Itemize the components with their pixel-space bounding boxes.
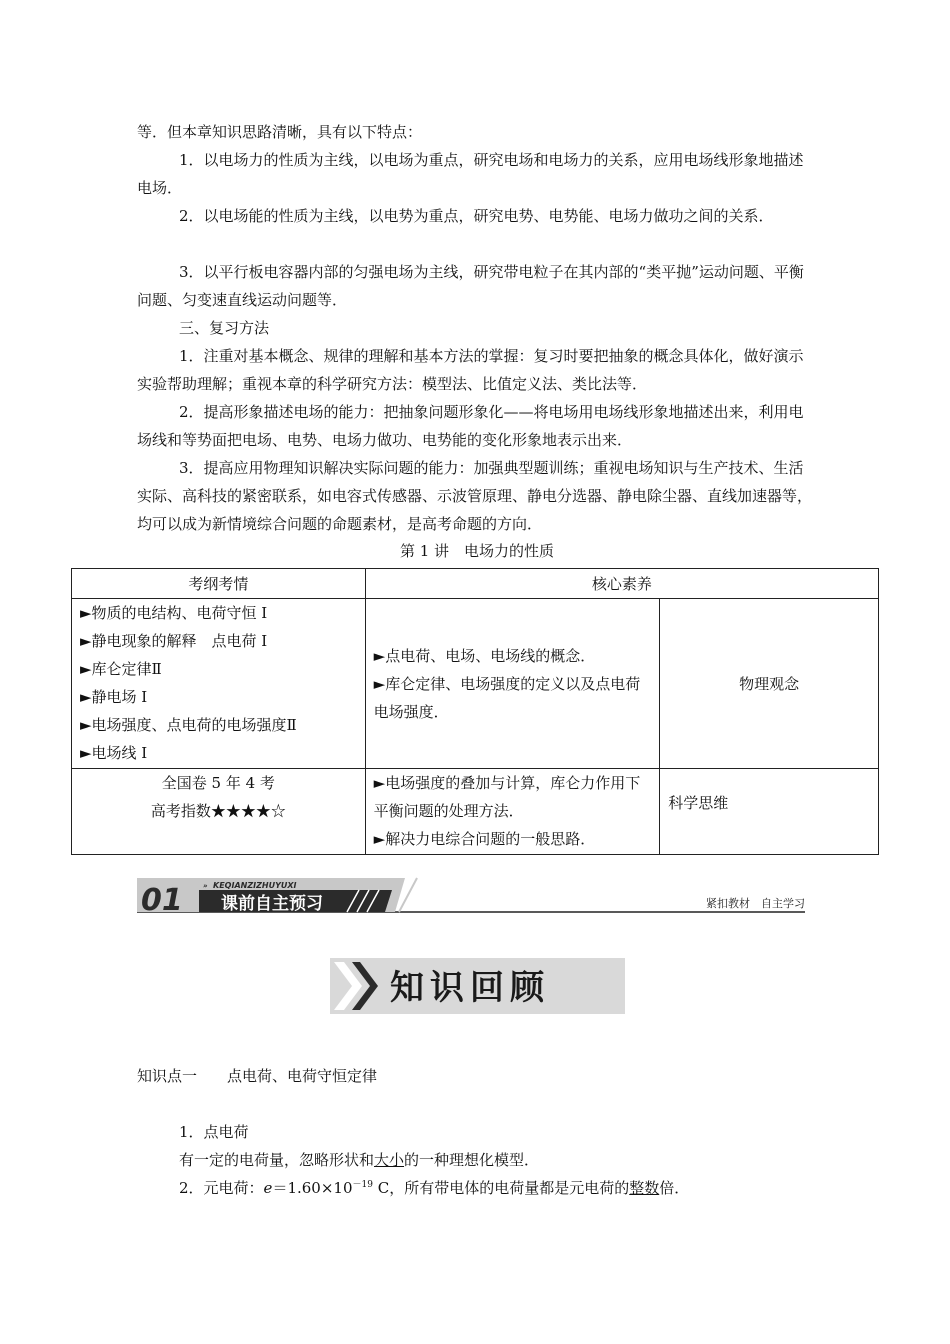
section-title: 知识回顾 [390,968,550,1008]
header-core-literacy: 核心素养 [365,569,878,599]
knowledge-review-heading [330,958,625,1014]
feature-item-1: 1．以电场力的性质为主线，以电场为重点，研究电场和电场力的关系，应用电场线形象地描述电场． [137,151,804,197]
header-syllabus: 考纲考情 [72,569,366,599]
text-span: 倍． [659,1179,690,1197]
syllabus-item: ►静电现象的解释 点电荷 Ⅰ [80,632,268,650]
symbol-e: e [263,1179,273,1197]
chevron-icon: » [203,882,208,890]
banner-number: 01 [141,883,183,914]
concept-item: ►库仑定律、电场强度的定义以及点电荷电场强度． [373,674,641,721]
thinking-cell [365,769,660,855]
syllabus-table [71,568,879,855]
method-item-2: 2．提高形象描述电场的能力：把抽象问题形象化——将电场用电场线形象地描述出来，利用电场线和等势面把电场、电势、电场力做功、电势能的变化形象地表示出来． [137,403,804,449]
literacy-physics-concept: 物理观念 [660,599,879,769]
section-banner [137,876,805,914]
banner-subtitle: 紧扣教材 自主学习 [706,897,805,910]
exponent: －19 [352,1180,373,1190]
literacy-scientific-thinking: 科学思维 [660,769,879,855]
concept-cell [365,599,660,769]
exam-index: 高考指数★★★★☆ [150,802,286,820]
syllabus-item: ►库仑定律Ⅱ [80,660,162,678]
exam-count: 全国卷 5 年 4 考 [161,774,275,792]
knowledge-point-title: 知识点一 点电荷、电荷守恒定律 [137,1067,378,1085]
point-charge-definition [179,1146,859,1174]
banner-title: 课前自主预习 [221,894,323,914]
lecture-title: 第 1 讲 电场力的性质 [399,542,555,560]
syllabus-item: ►电场强度、点电荷的电场强度Ⅱ [80,716,297,734]
method-item-3: 3．提高应用物理知识解决实际问题的能力：加强典型题训练；重视电场知识与生产技术、生活实际、高科技的紧密联系，如电容式传感器、示波管原理、静电分选器、静电除尘器、直线加速器等，均可以成为新情境综合问题的命题素材，是高考命题的方向． [137,459,813,533]
syllabus-item: ►物质的电结构、电荷守恒 Ⅰ [80,604,268,622]
feature-item-2: 2．以电场能的性质为主线，以电势为重点，研究电势、电势能、电场力做功之间的关系． [179,207,774,225]
feature-item-3: 3．以平行板电容器内部的匀强电场为主线，研究带电粒子在其内部的“类平抛”运动问题、平衡问题、匀变速直线运动问题等． [137,263,804,309]
elementary-charge [179,1174,859,1202]
point-charge-heading: 1．点电荷 [179,1123,249,1141]
text-span: 2．元电荷： [179,1179,264,1197]
method-heading: 三、复习方法 [179,319,270,337]
syllabus-item: ►静电场 Ⅰ [80,688,148,706]
syllabus-list [72,599,366,769]
thinking-item: ►解决力电综合问题的一般思路． [373,830,596,848]
syllabus-item: ►电场线 Ⅰ [80,744,148,762]
text-span: 的一种理想化模型． [404,1151,540,1169]
intro-line: 等．但本章知识思路清晰，具有以下特点： [137,123,423,141]
value: ＝1.60×10 [272,1179,353,1197]
method-item-1: 1．注重对基本概念、规律的理解和基本方法的掌握：复习时要把抽象的概念具体化，做好演示实验帮助理解；重视本章的科学研究方法：模型法、比值定义法、类比法等． [137,347,804,393]
text-span: 有一定的电荷量，忽略形状和 [179,1151,375,1169]
text-span: C，所有带电体的电荷量都是元电荷的 [372,1179,630,1197]
exam-stats-cell [72,769,366,855]
answer-blank: 大小 [374,1151,405,1169]
banner-pinyin: KEQIANZIZHUYUXI [213,881,297,890]
answer-blank: 整数 [629,1179,660,1197]
concept-item: ►点电荷、电场、电场线的概念． [373,646,596,665]
thinking-item: ►电场强度的叠加与计算，库仑力作用下平衡问题的处理方法． [373,774,641,820]
